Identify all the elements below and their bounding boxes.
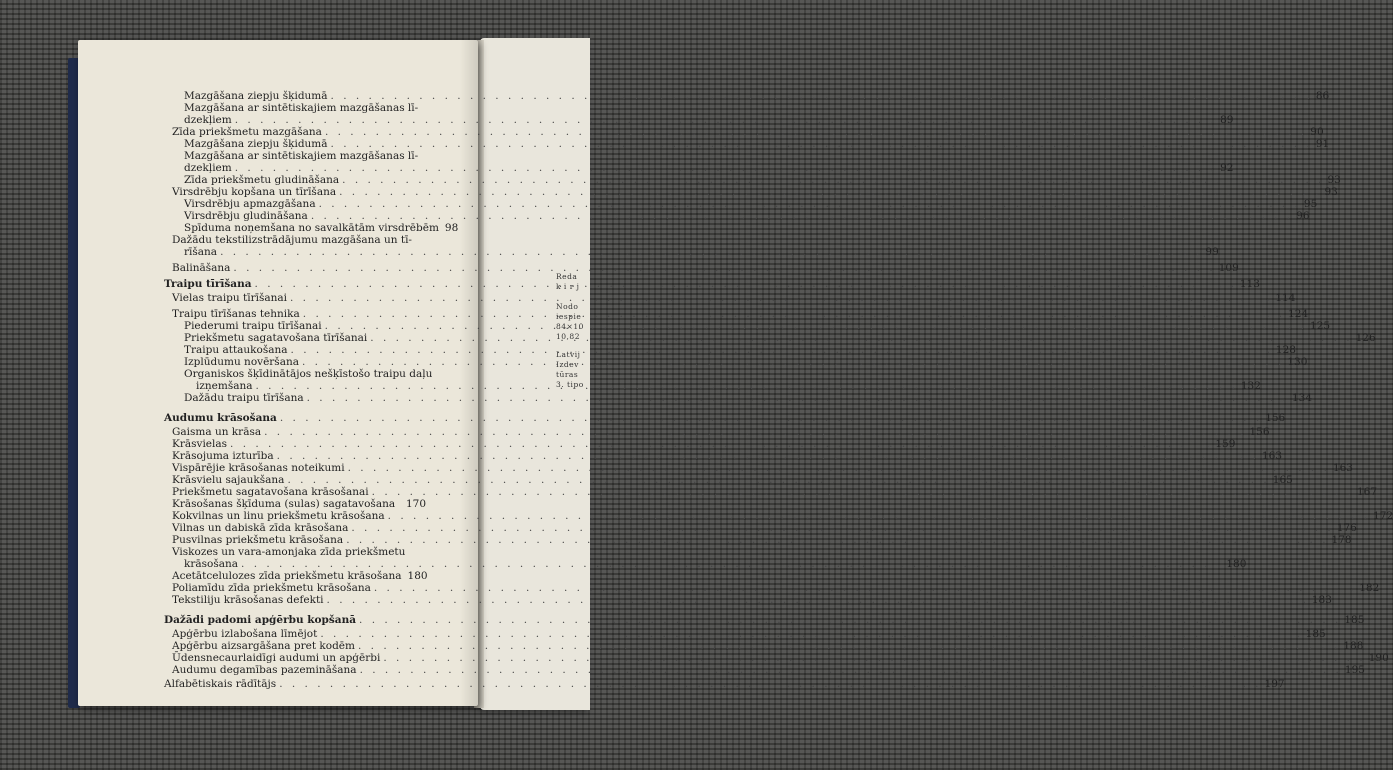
right-page-text-8: Izdev [556, 360, 579, 369]
toc-entry: Mazgāšana ziepju šķidumā . . . 86 [184, 90, 426, 102]
right-page-text-5: 84×10 [556, 322, 584, 331]
toc-entry: Mazgāšana ar sintētiskajiem mazgāšanas lī- [184, 102, 419, 114]
toc-entry: Poliamīdu zīda priekšmetu krāsošana . . . 182 [172, 582, 426, 594]
toc-entry: Traipu attaukošana . . . 128 [184, 344, 426, 356]
toc-entry: dzekļiem . . . 92 [184, 162, 426, 174]
toc-entry: Mazgāšana ziepju šķidumā . . . 91 [184, 138, 426, 150]
toc-entry: rīšana . . . 99 [184, 246, 426, 258]
toc-entry: Piederumi traipu tīrīšanai . . . 125 [184, 320, 426, 332]
toc-entry: Balināšana . . . 109 [172, 262, 426, 274]
toc-entry: Ūdensnecaurlaidīgi audumi un apģērbi . . . 190 [172, 652, 426, 664]
toc-entry: Organiskos šķīdinātājos nešķīstošo traipu daļu [184, 368, 433, 380]
toc-entry: dzekļiem . . . 89 [184, 114, 426, 126]
toc-entry: Dažādu tekstilizstrādājumu mazgāšana un tī- [172, 234, 412, 246]
toc-entry: Pusvilnas priekšmetu krāsošana . . . 178 [172, 534, 426, 546]
toc-entry: Acetātcelulozes zīda priekšmetu krāsošana 180 [172, 570, 428, 582]
toc-entry: Mazgāšana ar sintētiskajiem mazgāšanas lī- [184, 150, 419, 162]
toc-entry: Alfabētiskais rādītājs . . . 197 [164, 678, 426, 690]
right-page-text-9: tūras [556, 370, 579, 379]
toc-entry: izņemšana . . . 132 [196, 380, 426, 392]
toc-entry: Virsdrēbju kopšana un tīrīšana . . . 93 [172, 186, 426, 198]
toc-entry: Izplūdumu novēršana . . . 130 [184, 356, 426, 368]
toc-entry: Krāsvielu sajaukšana . . . 165 [172, 474, 426, 486]
toc-entry: Traipu tīrīšanas tehnika . . . 124 [172, 308, 426, 320]
toc-section-heading: Traipu tīrīšana . . . 113 [164, 278, 426, 290]
toc-section-heading: Audumu krāsošana . . . 156 [164, 412, 426, 424]
toc-entry: Spīduma noņemšana no savalkātām virsdrēbēm 98 [184, 222, 459, 234]
toc-entry: Virsdrēbju gludināšana . . . 96 [184, 210, 426, 222]
toc-entry: Vilnas un dabiskā zīda krāsošana . . . 176 [172, 522, 426, 534]
toc-entry: Gaisma un krāsa . . . 156 [172, 426, 426, 438]
right-page-text-3: Nodo [556, 302, 579, 311]
toc-entry: Priekšmetu sagatavošana tīrīšanai . . . 126 [184, 332, 426, 344]
toc-entry: Vielas traipu tīrīšanai . . . 114 [172, 292, 426, 304]
right-page-text-10: 3. tipo [556, 380, 584, 389]
toc-entry: Zīda priekšmetu gludināšana . . . 93 [184, 174, 426, 186]
toc-entry: Audumu degamības pazemināšana . . . 195 [172, 664, 426, 676]
toc-entry: Virsdrēbju apmazgāšana . . . 95 [184, 198, 426, 210]
right-page-text-1: Reda [556, 272, 578, 281]
toc-entry: Zīda priekšmetu mazgāšana . . . 90 [172, 126, 426, 138]
toc-entry: Tekstiliju krāsošanas defekti . . . 183 [172, 594, 426, 606]
toc-entry: Krāsojuma izturība . . . 163 [172, 450, 426, 462]
right-page-text-7: Latvij [556, 350, 581, 359]
right-page-text-6: 10,82 [556, 332, 580, 341]
right-page-text-2: k i r j [556, 282, 580, 291]
toc-section-heading: Dažādi padomi apģērbu kopšanā . . . 185 [164, 614, 426, 626]
toc-entry: Vispārējie krāsošanas noteikumi . . . 163 [172, 462, 426, 474]
right-page-text-4: iespie [556, 312, 582, 321]
toc-entry: Krāsvielas . . . 159 [172, 438, 426, 450]
toc-entry: Krāsošanas šķīduma (sulas) sagatavošana . . . 170 [172, 498, 426, 510]
toc-entry: Priekšmetu sagatavošana krāsošanai . . . 167 [172, 486, 426, 498]
toc-entry: Dažādu traipu tīrīšana . . . 134 [184, 392, 426, 404]
toc-entry: Apģērbu izlabošana līmējot . . . 185 [172, 628, 426, 640]
toc-entry: Viskozes un vara-amonjaka zīda priekšmetu [172, 546, 406, 558]
toc-entry: Apģērbu aizsargāšana pret kodēm . . . 188 [172, 640, 426, 652]
toc-entry: krāsošana . . . 180 [184, 558, 426, 570]
toc-entry: Kokvilnas un linu priekšmetu krāsošana . . . 172 [172, 510, 426, 522]
